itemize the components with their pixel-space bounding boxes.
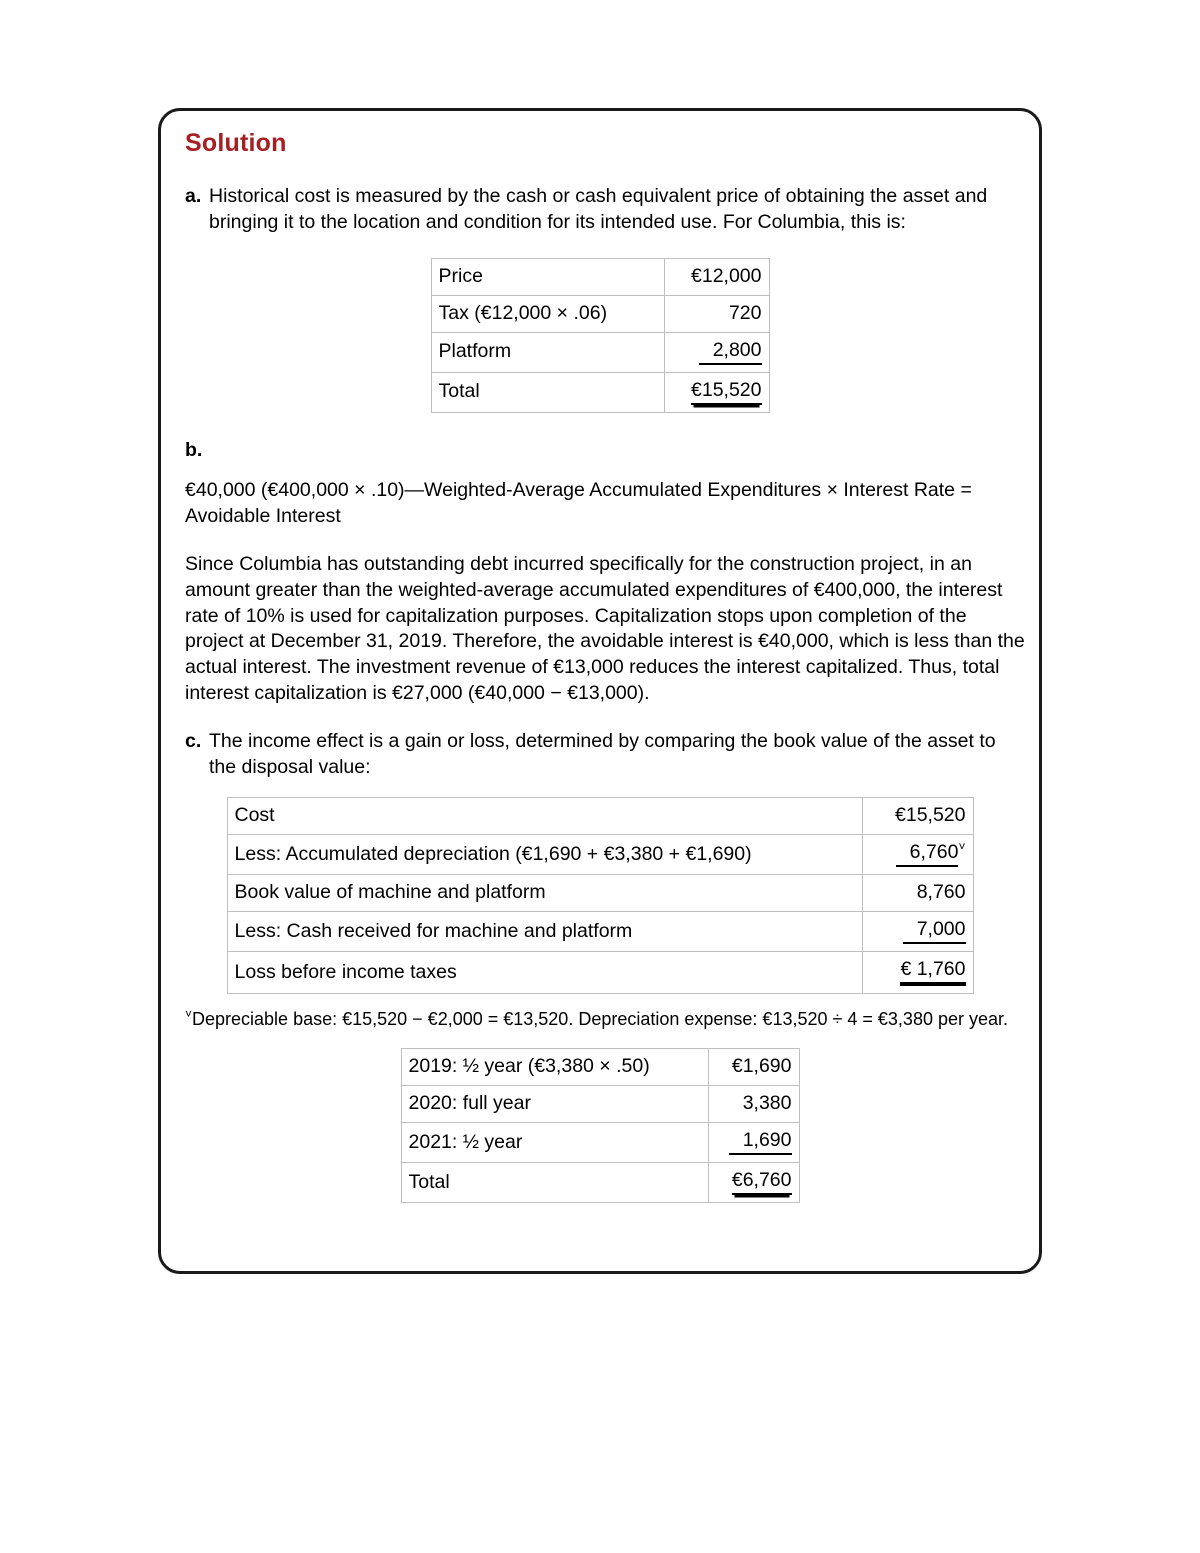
value-text: €1,690 (731, 1055, 792, 1077)
part-c-text: The income effect is a gain or loss, determined by comparing the book value of the asset to the disposal value: (209, 730, 996, 779)
depreciation-schedule-table (401, 1048, 800, 1203)
cell-label: Total (401, 1163, 708, 1203)
cell-value (708, 1049, 799, 1086)
cell-value (708, 1163, 799, 1203)
table-row (431, 372, 769, 412)
table-row (431, 295, 769, 332)
cell-label: Platform (431, 332, 664, 372)
value-text: €12,000 (691, 264, 762, 287)
table-row (227, 798, 973, 835)
value-text: 3,380 (742, 1092, 792, 1114)
historical-cost-table (431, 258, 770, 413)
disposal-table-wrapper (173, 797, 1027, 994)
value-text: 7,000 (903, 918, 966, 944)
cell-label: 2019: ½ year (€3,380 × .50) (401, 1049, 708, 1086)
part-b-marker: b. (185, 438, 203, 461)
value-text: €15,520 (895, 804, 966, 827)
table-row (401, 1086, 799, 1123)
cell-label: Total (431, 372, 664, 412)
value-text: 8,760 (916, 881, 966, 904)
value-text: 1,690 (729, 1129, 792, 1155)
value-text: 6,760 (896, 841, 959, 867)
table-row (227, 952, 973, 994)
value-text: 720 (728, 301, 762, 324)
cell-value (664, 295, 769, 332)
cell-label: Cost (227, 798, 862, 835)
cell-value (664, 332, 769, 372)
cell-label: Less: Cash received for machine and platform (227, 912, 862, 952)
table-row (431, 258, 769, 295)
cell-label: 2020: full year (401, 1086, 708, 1123)
income-effect-table (227, 797, 974, 994)
cost-table-wrapper (173, 258, 1027, 413)
cell-label: Price (431, 258, 664, 295)
table-row (401, 1123, 799, 1163)
cell-value (708, 1123, 799, 1163)
part-a-marker: a. (185, 185, 202, 207)
footnote-text: Depreciable base: €15,520 − €2,000 = €13,520. Depreciation expense: €13,520 ÷ 4 = €3,380 per year. (192, 1009, 1009, 1030)
cell-value (862, 798, 973, 835)
table-row (431, 332, 769, 372)
footnote-marker-icon: ˅ (185, 1007, 193, 1022)
cell-value (862, 952, 973, 994)
cell-label: 2021: ½ year (401, 1123, 708, 1163)
table-row (401, 1163, 799, 1203)
cell-value (664, 258, 769, 295)
table-row (227, 912, 973, 952)
part-a-paragraph (185, 184, 1027, 236)
footnote-marker-icon: ˅ (958, 839, 966, 854)
depreciation-table-wrapper (173, 1048, 1027, 1203)
part-b-formula: €40,000 (€400,000 × .10)—Weighted-Average Accumulated Expenditures × Interest Rate = Avoidable Interest (185, 478, 972, 527)
part-c-marker: c. (185, 730, 202, 753)
cell-label: Loss before income taxes (227, 952, 862, 994)
depreciation-footnote (185, 1008, 1027, 1032)
page-title: Solution (185, 129, 287, 157)
table-row (227, 875, 973, 912)
cell-value (862, 912, 973, 952)
value-text: €6,760 (732, 1169, 792, 1195)
table-row (401, 1049, 799, 1086)
value-text: 2,800 (699, 339, 762, 365)
solution-panel (158, 108, 1042, 1274)
cell-value (664, 372, 769, 412)
cell-label: Tax (€12,000 × .06) (431, 295, 664, 332)
cell-value (862, 875, 973, 912)
value-text: € 1,760 (900, 958, 965, 986)
part-b-paragraph: Since Columbia has outstanding debt incurred specifically for the construction project, in an amount greater than the weighted-average accumulated expenditures of €400,000, the interest rate of 10% is used for capitalization purposes. Capitalization stops upon completion of the project at December 31, 2019. Therefore, the avoidable interest is €40,000, which is less than the actual interest. The investment revenue of €13,000 reduces the interest capitalized. Thus, total interest capitalization is €27,000 (€40,000 − €13,000). (185, 552, 1025, 705)
table-row (227, 835, 973, 875)
value-text: €15,520 (691, 379, 762, 405)
cell-value (708, 1086, 799, 1123)
cell-label: Book value of machine and platform (227, 875, 862, 912)
part-c-paragraph (185, 729, 1027, 781)
cell-label: Less: Accumulated depreciation (€1,690 + €3,380 + €1,690) (227, 835, 862, 875)
cell-value (862, 835, 973, 875)
part-a-text: Historical cost is measured by the cash or cash equivalent price of obtaining the asset and bringing it to the location and condition for its intended use. For Columbia, this is: (209, 185, 988, 233)
